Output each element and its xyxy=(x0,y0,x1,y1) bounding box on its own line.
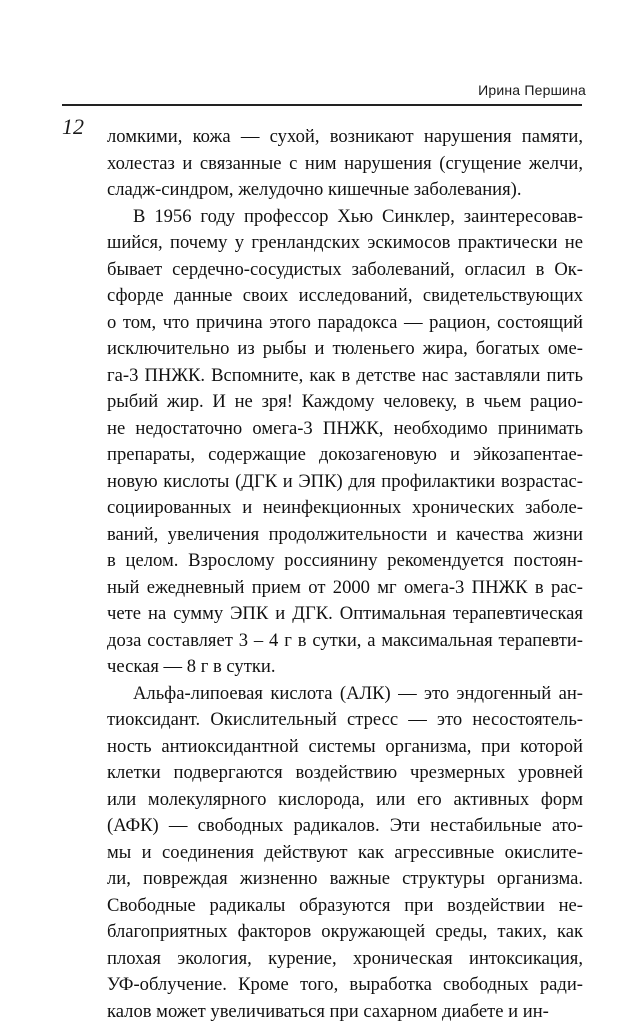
text-line: ность антиоксидантной системы организма, при которой xyxy=(107,734,583,761)
paragraph xyxy=(107,204,583,681)
paragraph xyxy=(107,124,583,204)
text-line: благоприятных факторов окружающей среды, таких, как xyxy=(107,919,583,946)
paragraph xyxy=(107,681,583,1025)
text-line: Свободные радикалы образуются при воздействии не- xyxy=(107,893,583,920)
text-line: плохая экология, курение, хроническая интоксикация, xyxy=(107,946,583,973)
text-line: или молекулярного кислорода, или его активных форм xyxy=(107,787,583,814)
header-rule xyxy=(62,104,582,106)
text-line: ли, повреждая жизненно важные структуры организма. xyxy=(107,866,583,893)
text-line: В 1956 году профессор Хью Синклер, заинтересовав- xyxy=(107,204,583,231)
text-line: шийся, почему у гренландских эскимосов практически не xyxy=(107,230,583,257)
running-head-author: Ирина Першина xyxy=(478,82,586,98)
text-line: социированных и неинфекционных хронических заболе- xyxy=(107,495,583,522)
text-line: исключительно из рыбы и тюленьего жира, богатых оме- xyxy=(107,336,583,363)
text-line: мы и соединения действуют как агрессивные окислите- xyxy=(107,840,583,867)
text-line: холестаз и связанные с ним нарушения (сгущение желчи, xyxy=(107,151,583,178)
text-line: препараты, содержащие докозагеновую и эйкозапентае- xyxy=(107,442,583,469)
text-line: УФ-облучение. Кроме того, выработка свободных ради- xyxy=(107,972,583,999)
text-line: бывает сердечно-сосудистых заболеваний, огласил в Ок- xyxy=(107,257,583,284)
body-text xyxy=(107,124,583,1025)
text-line: новую кислоты (ДГК и ЭПК) для профилактики возрастас- xyxy=(107,469,583,496)
text-line: ломкими, кожа — сухой, возникают нарушения памяти, xyxy=(107,124,583,151)
text-line: в целом. Взрослому россиянину рекомендуется постоян- xyxy=(107,548,583,575)
page-number: 12 xyxy=(62,114,84,140)
text-line: га-3 ПНЖК. Вспомните, как в детстве нас заставляли пить xyxy=(107,363,583,390)
text-line: о том, что причина этого парадокса — рацион, состоящий xyxy=(107,310,583,337)
text-line: (АФК) — свободных радикалов. Эти нестабильные ато- xyxy=(107,813,583,840)
text-line: рыбий жир. И не зря! Каждому человеку, в чьем рацио- xyxy=(107,389,583,416)
text-line: калов может увеличиваться при сахарном диабете и ин- xyxy=(107,999,583,1025)
text-line: сфорде данные своих исследований, свидетельствующих xyxy=(107,283,583,310)
text-line: ный ежедневный прием от 2000 мг омега-3 ПНЖК в рас- xyxy=(107,575,583,602)
text-line: чете на сумму ЭПК и ДГК. Оптимальная терапевтическая xyxy=(107,601,583,628)
text-line: тиоксидант. Окислительный стресс — это несостоятель- xyxy=(107,707,583,734)
text-line: клетки подвергаются воздействию чрезмерных уровней xyxy=(107,760,583,787)
text-line: сладж-синдром, желудочно кишечные заболевания). xyxy=(107,177,583,204)
text-line: доза составляет 3 – 4 г в сутки, а максимальная терапевти- xyxy=(107,628,583,655)
text-line: ваний, увеличения продолжительности и качества жизни xyxy=(107,522,583,549)
text-line: Альфа-липоевая кислота (АЛК) — это эндогенный ан- xyxy=(107,681,583,708)
text-line: не недостаточно омега-3 ПНЖК, необходимо принимать xyxy=(107,416,583,443)
text-line: ческая — 8 г в сутки. xyxy=(107,654,583,681)
